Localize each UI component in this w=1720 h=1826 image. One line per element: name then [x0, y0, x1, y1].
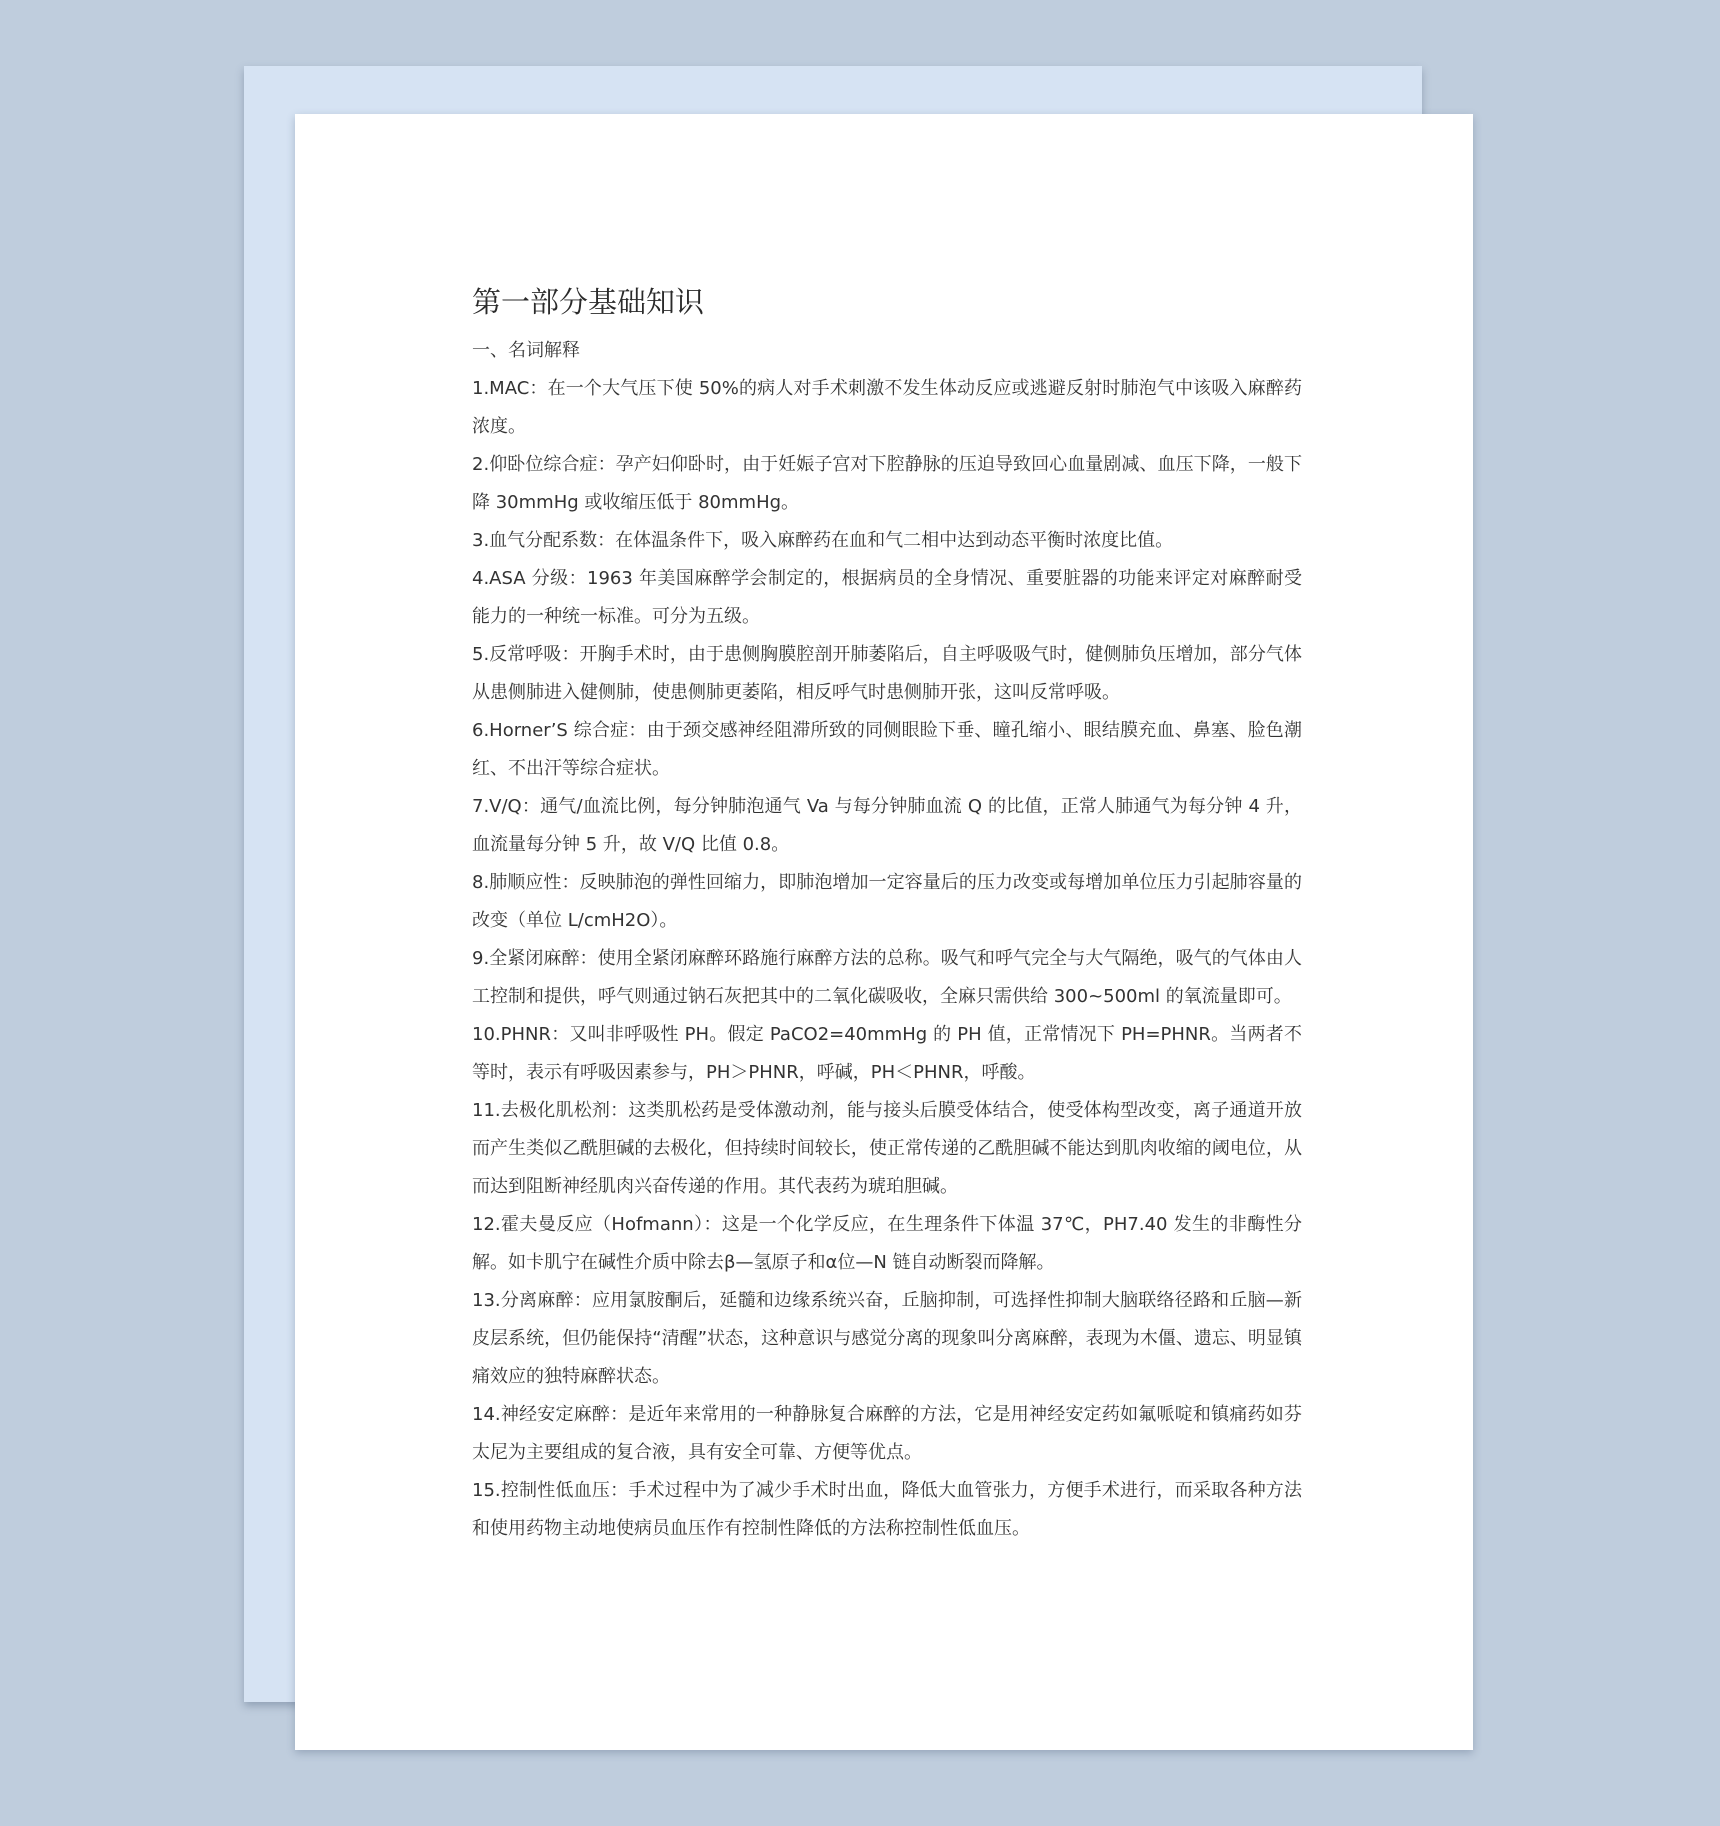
definition-entry-14: 14.神经安定麻醉：是近年来常用的一种静脉复合麻醉的方法，它是用神经安定药如氟哌啶和镇痛药如芬太尼为主要组成的复合液，具有安全可靠、方便等优点。	[472, 1404, 1302, 1463]
definition-entry-10: 10.PHNR：又叫非呼吸性 PH。假定 PaCO2=40mmHg 的 PH 值，正常情况下 PH=PHNR。当两者不等时，表示有呼吸因素参与，PH＞PHNR，呼碱，PH＜PHNR，呼酸。	[472, 1024, 1302, 1083]
definition-entry-2: 2.仰卧位综合症：孕产妇仰卧时，由于妊娠子宫对下腔静脉的压迫导致回心血量剧减、血压下降，一般下降 30mmHg 或收缩压低于 80mmHg。	[472, 454, 1302, 513]
definition-entry-1: 1.MAC：在一个大气压下使 50%的病人对手术刺激不发生体动反应或逃避反射时肺泡气中该吸入麻醉药浓度。	[472, 378, 1302, 437]
definition-entry-8: 8.肺顺应性：反映肺泡的弹性回缩力，即肺泡增加一定容量后的压力改变或每增加单位压力引起肺容量的改变（单位 L/cmH2O）。	[472, 872, 1302, 931]
definition-entry-9: 9.全紧闭麻醉：使用全紧闭麻醉环路施行麻醉方法的总称。吸气和呼气完全与大气隔绝，吸气的气体由人工控制和提供，呼气则通过钠石灰把其中的二氧化碳吸收，全麻只需供给 300~500ml 的氧流量即可。	[472, 948, 1302, 1007]
definition-entry-12: 12.霍夫曼反应（Hofmann）：这是一个化学反应，在生理条件下体温 37℃，PH7.40 发生的非酶性分解。如卡肌宁在碱性介质中除去β—氢原子和α位—N 链自动断裂而降解。	[472, 1214, 1302, 1273]
definition-entry-3: 3.血气分配系数：在体温条件下，吸入麻醉药在血和气二相中达到动态平衡时浓度比值。	[472, 530, 1174, 551]
section-heading: 一、名词解释	[472, 340, 580, 361]
document-title: 第一部分基础知识	[472, 285, 705, 319]
definition-entry-13: 13.分离麻醉：应用氯胺酮后，延髓和边缘系统兴奋，丘脑抑制，可选择性抑制大脑联络径路和丘脑—新皮层系统，但仍能保持“清醒”状态，这种意识与感觉分离的现象叫分离麻醉，表现为木僵、遗忘、明显镇痛效应的独特麻醉状态。	[472, 1290, 1302, 1387]
document-content	[472, 282, 1302, 1548]
definition-entry-6: 6.Horner’S 综合症：由于颈交感神经阻滞所致的同侧眼睑下垂、瞳孔缩小、眼结膜充血、鼻塞、脸色潮红、不出汗等综合症状。	[472, 720, 1302, 779]
document-page	[295, 114, 1473, 1750]
definition-entry-7: 7.V/Q：通气/血流比例，每分钟肺泡通气 Va 与每分钟肺血流 Q 的比值，正常人肺通气为每分钟 4 升，血流量每分钟 5 升，故 V/Q 比值 0.8。	[472, 796, 1302, 855]
definition-entry-5: 5.反常呼吸：开胸手术时，由于患侧胸膜腔剖开肺萎陷后，自主呼吸吸气时，健侧肺负压增加，部分气体从患侧肺进入健侧肺，使患侧肺更萎陷，相反呼气时患侧肺开张，这叫反常呼吸。	[472, 644, 1302, 703]
definition-entry-11: 11.去极化肌松剂：这类肌松药是受体激动剂，能与接头后膜受体结合，使受体构型改变，离子通道开放而产生类似乙酰胆碱的去极化，但持续时间较长，使正常传递的乙酰胆碱不能达到肌肉收缩的阈电位，从而达到阻断神经肌肉兴奋传递的作用。其代表药为琥珀胆碱。	[472, 1100, 1302, 1197]
definition-entry-15: 15.控制性低血压：手术过程中为了减少手术时出血，降低大血管张力，方便手术进行，而采取各种方法和使用药物主动地使病员血压作有控制性降低的方法称控制性低血压。	[472, 1480, 1302, 1539]
definition-entry-4: 4.ASA 分级：1963 年美国麻醉学会制定的，根据病员的全身情况、重要脏器的功能来评定对麻醉耐受能力的一种统一标准。可分为五级。	[472, 568, 1302, 627]
